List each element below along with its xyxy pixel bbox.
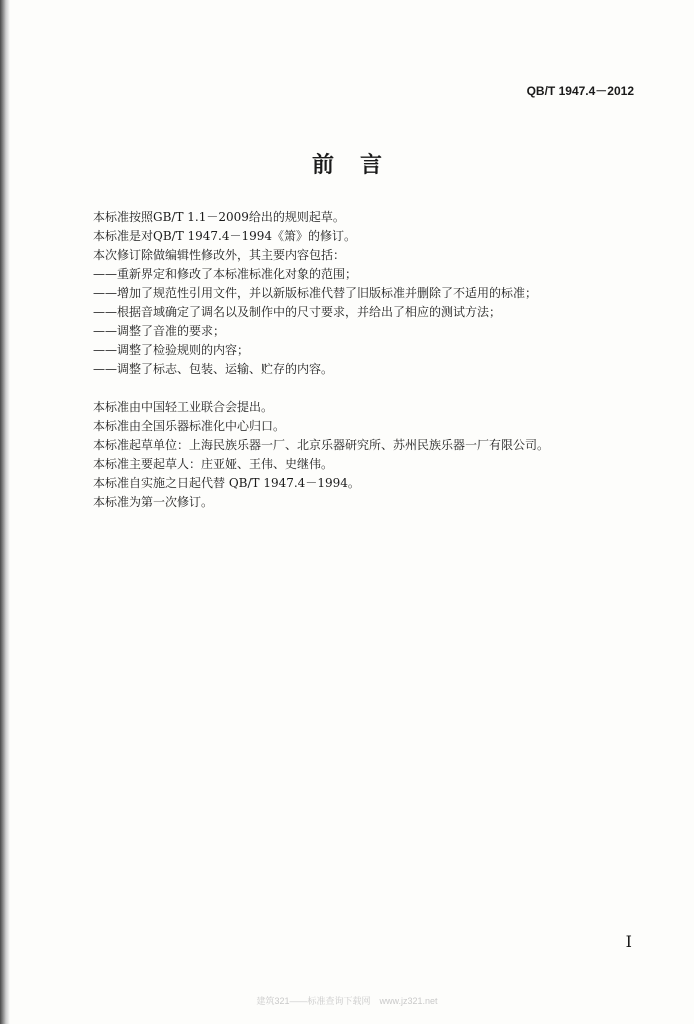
change-item: ——重新界定和修改了本标准标准化对象的范围；	[93, 267, 358, 281]
paragraph-line: 本标准主要起草人：庄亚娅、王伟、史继伟。	[93, 457, 334, 471]
paragraph-line: 本标准自实施之日起代替 QB/T 1947.4－1994。	[93, 476, 360, 490]
foreword-body	[93, 208, 593, 512]
change-item: ——调整了音准的要求；	[93, 324, 226, 338]
paragraph-line: 本次修订除做编辑性修改外，其主要内容包括：	[93, 248, 346, 262]
change-item: ——增加了规范性引用文件，并以新版标准代替了旧版标准并删除了不适用的标准；	[93, 286, 538, 300]
paragraph-line: 本标准是对QB/T 1947.4－1994《箫》的修订。	[93, 229, 357, 243]
page-title: 前言	[311, 152, 408, 178]
change-item: ——调整了检验规则的内容；	[93, 343, 250, 357]
paragraph-line: 本标准按照GB/T 1.1－2009给出的规则起草。	[93, 210, 345, 224]
change-item: ——根据音域确定了调名以及制作中的尺寸要求，并给出了相应的测试方法；	[93, 305, 502, 319]
paragraph-line: 本标准为第一次修订。	[93, 495, 214, 509]
standard-code: QB/T 1947.4－2012	[526, 84, 634, 98]
watermark: 建筑321——标准查询下载网 www.jz321.net	[256, 996, 438, 1006]
change-item: ——调整了标志、包装、运输、贮存的内容。	[93, 362, 334, 376]
paragraph-line: 本标准由中国轻工业联合会提出。	[93, 400, 274, 414]
paragraph-line: 本标准起草单位：上海民族乐器一厂、北京乐器研究所、苏州民族乐器一厂有限公司。	[93, 438, 550, 452]
paragraph-gap	[93, 379, 593, 398]
paragraph-line: 本标准由全国乐器标准化中心归口。	[93, 419, 286, 433]
page-number: I	[625, 932, 632, 951]
